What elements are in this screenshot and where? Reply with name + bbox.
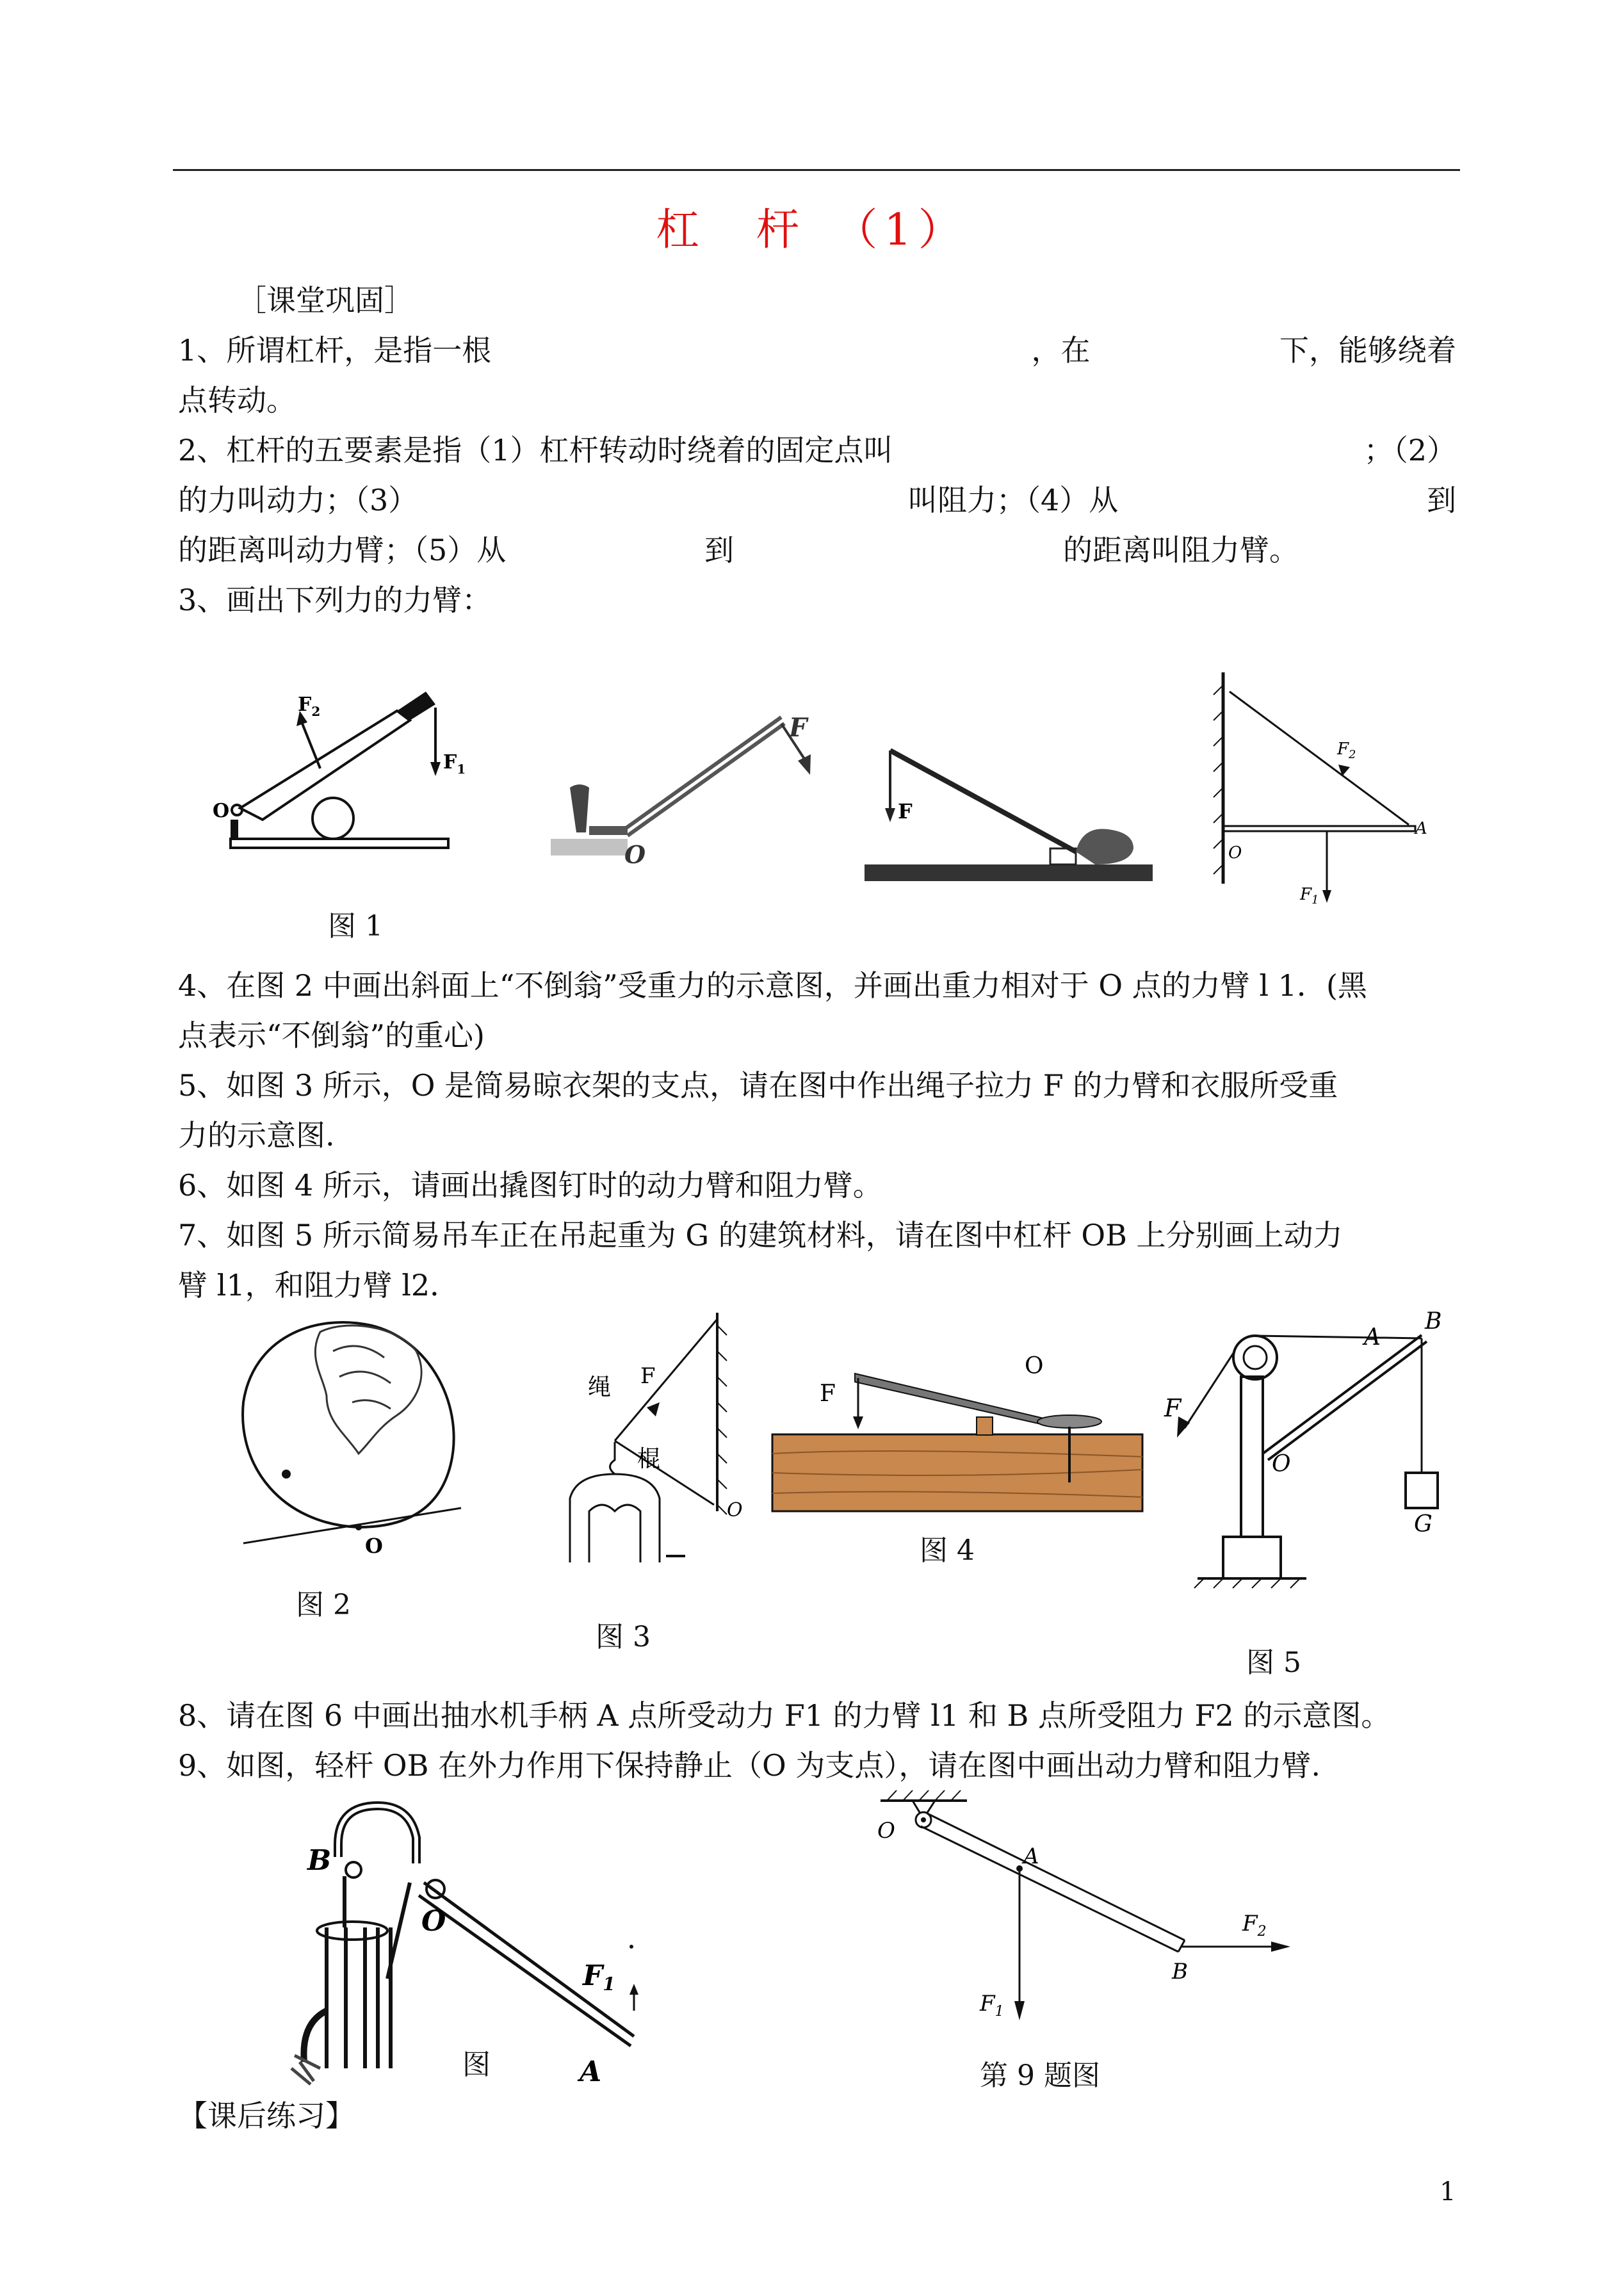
question-6: 6、如图 4 所示，请画出撬图钉时的动力臂和阻力臂。 <box>178 1168 882 1203</box>
label-B: B <box>307 1844 332 1877</box>
q2-part-h: 的距离叫阻力臂。 <box>1063 533 1299 567</box>
question-8: 8、请在图 6 中画出抽水机手柄 A 点所受动力 F1 的力臂 l1 和 B 点所受阻力 F2 的示意图。 <box>178 1698 1391 1733</box>
page-number: 1 <box>1440 2177 1456 2207</box>
label-F2: $F_2$ <box>298 693 321 719</box>
label-O: O <box>365 1534 383 1558</box>
question-5-line-1: 5、如图 3 所示，O 是简易晾衣架的支点，请在图中作出绳子拉力 F 的力臂和衣服所受重 <box>178 1068 1338 1103</box>
label-A: A <box>1415 819 1427 838</box>
figure-1-wall-bracket <box>1210 666 1441 909</box>
lever-bar <box>855 1374 1044 1425</box>
post <box>570 784 589 832</box>
figure-3-hanger <box>551 1306 768 1575</box>
ground <box>551 839 628 856</box>
q2-part-d: 叫阻力；（4）从 <box>908 483 1119 517</box>
q2-part-c: 的力叫动力；（3） <box>178 483 418 517</box>
q2-part-f: 的距离叫动力臂；（5）从 <box>178 533 507 567</box>
figure-9-rod <box>852 1787 1313 2056</box>
tumbler-outline <box>243 1322 454 1527</box>
clothes <box>570 1474 660 1562</box>
figure-1-knife <box>205 660 474 864</box>
rope <box>615 1319 717 1441</box>
q1-part-b: ，在 <box>1031 333 1091 368</box>
question-4-line-1: 4、在图 2 中画出斜面上“不倒翁”受重力的示意图，并画出重力相对于 O 点的力臂 l 1．(黑 <box>178 968 1367 1003</box>
lever-OB <box>1263 1335 1422 1454</box>
label-O: O <box>213 800 230 822</box>
question-7-line-2: 臂 l1，和阻力臂 l2． <box>178 1268 460 1302</box>
pivot-post <box>231 820 238 839</box>
blade <box>240 711 410 820</box>
label-F2: $F_2$ <box>1242 1911 1267 1940</box>
stone <box>1076 829 1133 864</box>
label-F: F <box>1164 1394 1181 1422</box>
label-A: A <box>1364 1324 1381 1350</box>
pin-head <box>1037 1415 1101 1428</box>
question-3: 3、画出下列力的力臂： <box>178 583 492 617</box>
rod-OB <box>927 1813 1185 1940</box>
load-G <box>1406 1473 1438 1508</box>
question-1-line-2: 点转动。 <box>178 383 296 418</box>
figure-1-lever-pedal <box>551 692 832 871</box>
object-round <box>313 798 353 839</box>
question-2-line-1 <box>178 425 1456 475</box>
base-plate <box>231 839 448 848</box>
figure-2-caption: 图 2 <box>296 1589 351 1621</box>
question-7-line-1: 7、如图 5 所示简易吊车正在吊起重为 G 的建筑材料，请在图中杠杆 OB 上分别画上动力 <box>178 1218 1343 1253</box>
label-O: O <box>1272 1451 1291 1477</box>
label-A: A <box>580 2056 602 2088</box>
label-A: A <box>1023 1844 1039 1869</box>
section-heading-homework: 【课后练习】 <box>178 2098 355 2133</box>
page-title: 杠 杆 （1） <box>656 205 968 255</box>
ground <box>865 864 1153 881</box>
label-F1: $F_1$ <box>443 751 466 777</box>
figure-4-caption: 图 4 <box>920 1534 975 1567</box>
figure-5-crane <box>1159 1306 1454 1588</box>
label-F: F <box>640 1363 656 1389</box>
figure-1-crowbar <box>865 736 1159 890</box>
rod <box>615 1441 714 1505</box>
crane-base <box>1223 1537 1281 1578</box>
label-F: F <box>789 713 808 743</box>
label-F2: $F_2$ <box>1337 740 1356 761</box>
label-O: O <box>421 1905 446 1938</box>
q2-part-a: 2、杠杆的五要素是指（1）杠杆转动时绕着的固定点叫 <box>178 433 893 467</box>
figure-4-pushpin <box>768 1345 1153 1518</box>
label-B: B <box>1172 1959 1188 1984</box>
q2-part-b: ；（2） <box>1363 433 1456 467</box>
label-G: G <box>1414 1511 1433 1537</box>
label-O: O <box>1228 843 1242 863</box>
q2-part-e: 到 <box>1427 483 1456 517</box>
fulcrum-block <box>977 1417 993 1435</box>
label-O: O <box>877 1818 895 1844</box>
q1-part-a: 1、所谓杠杆，是指一根 <box>178 333 492 368</box>
label-F: F <box>820 1381 836 1407</box>
q2-part-g: 到 <box>704 533 734 567</box>
question-9: 9、如图，轻杆 OB 在外力作用下保持静止（O 为支点），请在图中画出动力臂和阻力臂. <box>178 1748 1320 1783</box>
center-of-gravity-dot <box>282 1470 291 1479</box>
label-rope: 绳 <box>588 1374 612 1400</box>
q1-part-c: 下，能够绕着 <box>1279 333 1456 368</box>
figure-1-caption: 图 1 <box>328 910 383 943</box>
label-F1: $F_1$ <box>980 1991 1004 2020</box>
label-F: F <box>898 799 913 823</box>
question-5-line-2: 力的示意图. <box>178 1118 335 1153</box>
figure-3-caption: 图 3 <box>596 1621 651 1653</box>
label-B: B <box>1425 1308 1442 1334</box>
label-F1: $F_1$ <box>1300 885 1319 907</box>
crane-mast <box>1241 1377 1263 1537</box>
label-O: O <box>1025 1353 1044 1379</box>
top-rule <box>173 169 1460 171</box>
wood-board <box>772 1434 1142 1511</box>
question-1-line-1 <box>178 325 1456 375</box>
figure-6-caption: 图 <box>462 2048 491 2081</box>
figure-5-caption: 图 5 <box>1246 1646 1301 1679</box>
pulley <box>1233 1336 1277 1379</box>
section-heading-class: ［课堂巩固］ <box>237 283 414 318</box>
question-4-line-2: 点表示“不倒翁”的重心) <box>178 1018 485 1053</box>
figure-2-tumbler <box>231 1306 474 1575</box>
label-O: O <box>624 840 646 869</box>
label-F1: F1 <box>583 1959 615 1995</box>
figure-9-caption: 第 9 题图 <box>980 2059 1100 2092</box>
label-rod: 棍 <box>637 1446 661 1472</box>
label-O: O <box>727 1499 743 1521</box>
